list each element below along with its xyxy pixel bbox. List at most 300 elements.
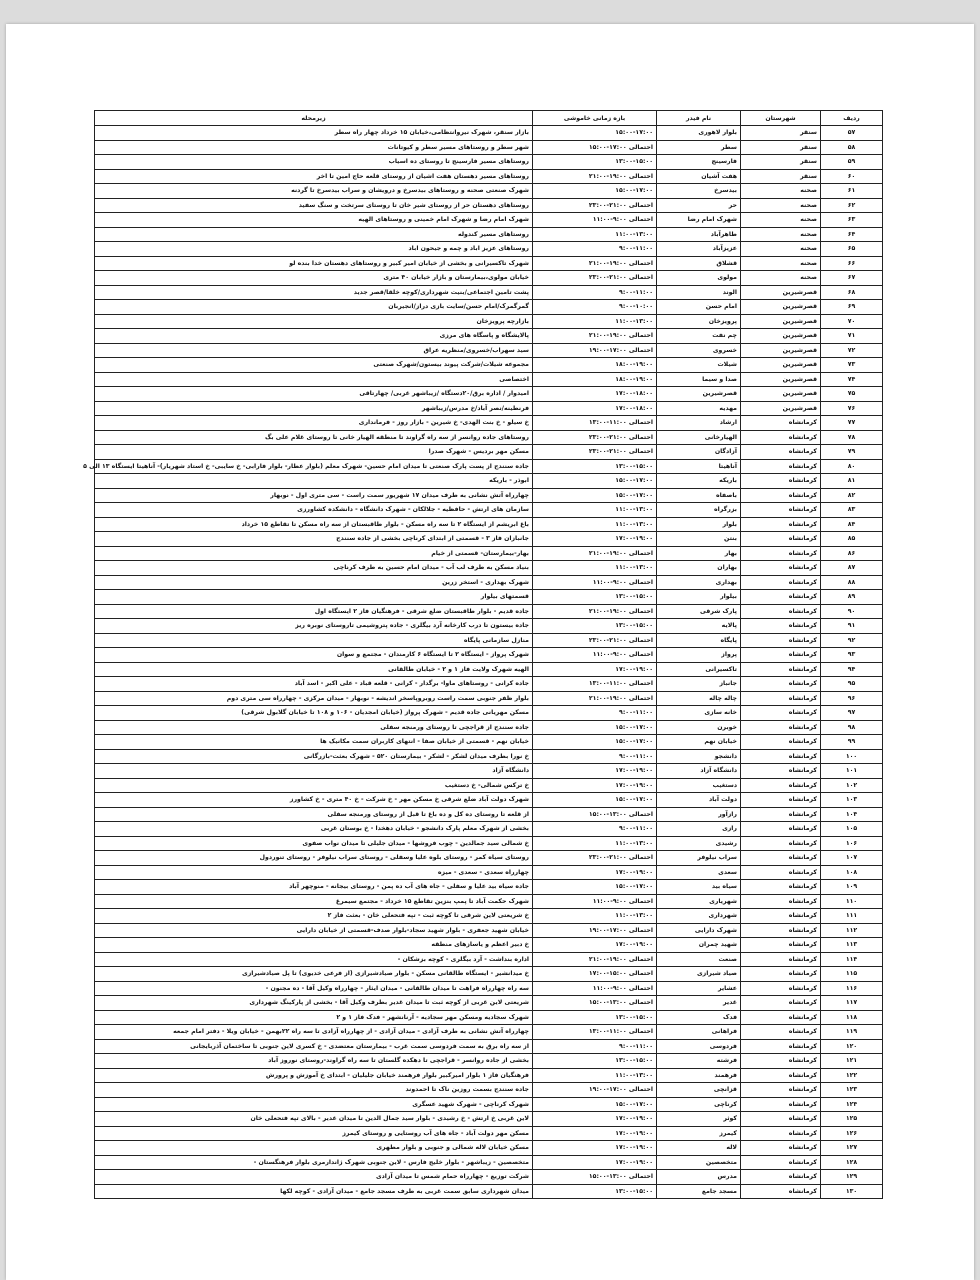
- table-row: [95, 1170, 883, 1185]
- city-cell: کرمانشاه: [741, 662, 821, 677]
- city-cell: قصرشیرین: [741, 343, 821, 358]
- time-window-cell: احتمالی ۹:۰۰-۱۱:۰۰: [533, 648, 657, 663]
- subarea-cell: شهرک حکمت آباد تا پمپ بنزین تقاطع ۱۵ خرداد - مجتمع سیمرغ: [95, 894, 533, 909]
- row-number-cell: ۱۱۵: [821, 967, 883, 982]
- row-number-cell: ۹۴: [821, 662, 883, 677]
- subarea-cell: سه راه چهارراه فراهت تا میدان طالقانی - میدان ایثار - چهارراه وکیل آقا - ده مجنون -: [95, 981, 533, 996]
- feeder-cell: بیدسرخ: [657, 184, 741, 199]
- row-number-cell: ۱۱۹: [821, 1025, 883, 1040]
- table-row: [95, 285, 883, 300]
- table-row: [95, 546, 883, 561]
- time-window-cell: ۱۷:۰۰-۱۹:۰۰: [533, 532, 657, 547]
- table-row: [95, 227, 883, 242]
- table-row: [95, 894, 883, 909]
- time-window-cell: ۱۵:۰۰-۱۷:۰۰: [533, 488, 657, 503]
- time-window-cell: احتمالی ۲۱:۰۰-۲۳:۰۰: [533, 430, 657, 445]
- feeder-cell: پایگاه: [657, 633, 741, 648]
- time-window-cell: احتمالی ۱۹:۰۰-۲۱:۰۰: [533, 329, 657, 344]
- table-row: [95, 430, 883, 445]
- time-window-cell: احتمالی ۱۹:۰۰-۲۱:۰۰: [533, 256, 657, 271]
- table-row: [95, 706, 883, 721]
- time-window-cell: احتمالی ۲۱:۰۰-۲۳:۰۰: [533, 633, 657, 648]
- table-row: [95, 1112, 883, 1127]
- city-cell: کرمانشاه: [741, 561, 821, 576]
- row-number-cell: ۸۱: [821, 474, 883, 489]
- subarea-cell: خیابان نهم - قسمتی از خیابان صفا - انتهای کاربران سمت مکانیک ها: [95, 735, 533, 750]
- subarea-cell: چهارراه آتش نشانی به طرف میدان ۱۷ شهریور سمت راست - سی متری اول - نوبهار: [95, 488, 533, 503]
- subarea-cell: جاده قدیم - بلوار طاقبستان ضلع شرقی - فرهنگیان فاز ۲ ایستگاه اول: [95, 604, 533, 619]
- time-window-cell: ۱۷:۰۰-۱۹:۰۰: [533, 938, 657, 953]
- table-row: [95, 952, 883, 967]
- row-number-cell: ۷۶: [821, 401, 883, 416]
- time-window-cell: ۱۷:۰۰-۱۹:۰۰: [533, 1112, 657, 1127]
- time-window-cell: ۱۵:۰۰-۱۷:۰۰: [533, 720, 657, 735]
- city-cell: سنقر: [741, 140, 821, 155]
- time-window-cell: ۱۱:۰۰-۱۳:۰۰: [533, 503, 657, 518]
- row-number-cell: ۶۸: [821, 285, 883, 300]
- row-number-cell: ۶۶: [821, 256, 883, 271]
- subarea-cell: جاده بیستون تا درب کارخانه آرد بیگلری - جاده پتروشیمی تاروستای نوبره ریز: [95, 619, 533, 634]
- subarea-cell: شهر سطر و روستاهای مسیر سطر و کیوتانات: [95, 140, 533, 155]
- subarea-cell: مسکن مهریانی جاده قدیم - شهرک پرواز (خیابان امجدیان - ۱۰۶ و ۱۰۸ تا خیابان گلابول شرقی): [95, 706, 533, 721]
- feeder-cell: صنعت: [657, 952, 741, 967]
- row-number-cell: ۵۸: [821, 140, 883, 155]
- city-cell: کرمانشاه: [741, 1083, 821, 1098]
- subarea-cell: روستاهای جاده روانسر از سه راه گراوند تا منطقه الهیار خانی تا روستای غلام علی بگ: [95, 430, 533, 445]
- city-cell: کرمانشاه: [741, 619, 821, 634]
- feeder-cell: آناهیتا: [657, 459, 741, 474]
- row-number-cell: ۶۳: [821, 213, 883, 228]
- feeder-cell: رازآور: [657, 807, 741, 822]
- feeder-cell: هفت آشیان: [657, 169, 741, 184]
- subarea-cell: بهار-بیمارستان- قسمتی از خیام: [95, 546, 533, 561]
- feeder-cell: بهاران: [657, 561, 741, 576]
- subarea-cell: جاده کرانی - روستاهای ماوا- برگدار - کرانی - قلعه قباد - علی اکبر - اسد آباد: [95, 677, 533, 692]
- time-window-cell: احتمالی ۱۹:۰۰-۲۱:۰۰: [533, 952, 657, 967]
- city-cell: صحنه: [741, 198, 821, 213]
- feeder-cell: بزرگراه: [657, 503, 741, 518]
- subarea-cell: پالایشگاه و پاسگاه های مرزی: [95, 329, 533, 344]
- row-number-cell: ۱۱۴: [821, 952, 883, 967]
- table-row: [95, 1068, 883, 1083]
- table-row: [95, 691, 883, 706]
- city-cell: کرمانشاه: [741, 517, 821, 532]
- row-number-cell: ۸۹: [821, 590, 883, 605]
- header-time-window: بازه زمانی خاموشی: [533, 111, 657, 126]
- subarea-cell: جانبازان فاز ۳ - قسمتی از ابتدای کرناچی بخشی از جاده سنندج: [95, 532, 533, 547]
- table-row: [95, 1039, 883, 1054]
- row-number-cell: ۱۰۱: [821, 764, 883, 779]
- feeder-cell: مهدیه: [657, 401, 741, 416]
- subarea-cell: روستاهای مسیر کندوله: [95, 227, 533, 242]
- table-row: [95, 938, 883, 953]
- time-window-cell: احتمالی ۲۱:۰۰-۲۳:۰۰: [533, 198, 657, 213]
- time-window-cell: ۱۵:۰۰-۱۷:۰۰: [533, 184, 657, 199]
- row-number-cell: ۶۵: [821, 242, 883, 257]
- row-number-cell: ۹۵: [821, 677, 883, 692]
- time-window-cell: ۱۷:۰۰-۱۹:۰۰: [533, 778, 657, 793]
- header-feeder: نام فیدر: [657, 111, 741, 126]
- table-row: [95, 749, 883, 764]
- row-number-cell: ۸۵: [821, 532, 883, 547]
- time-window-cell: ۹:۰۰-۱۱:۰۰: [533, 706, 657, 721]
- city-cell: سنقر: [741, 169, 821, 184]
- city-cell: صحنه: [741, 242, 821, 257]
- feeder-cell: صدا و سیما: [657, 372, 741, 387]
- subarea-cell: شرکت توزیع - چهارراه حمام شمس تا میدان آزادی: [95, 1170, 533, 1185]
- city-cell: کرمانشاه: [741, 1025, 821, 1040]
- table-row: [95, 213, 883, 228]
- city-cell: کرمانشاه: [741, 749, 821, 764]
- feeder-cell: فرشته: [657, 1054, 741, 1069]
- feeder-cell: الهیارخانی: [657, 430, 741, 445]
- feeder-cell: آزادگان: [657, 445, 741, 460]
- table-row: [95, 184, 883, 199]
- time-window-cell: ۱۷:۰۰-۱۹:۰۰: [533, 865, 657, 880]
- city-cell: کرمانشاه: [741, 894, 821, 909]
- subarea-cell: جاده سنندج از پست پارک صنعتی تا میدان امام حسین- شهرک معلم (بلوار عطار- بلوار فارابی- خ سایبی- خ استاد شهریار)- آناهیتا ایستگاه ۱۳ الی ۵: [95, 459, 533, 474]
- feeder-cell: طاهرآباد: [657, 227, 741, 242]
- table-row: [95, 1184, 883, 1199]
- time-window-cell: احتمالی ۱۱:۰۰-۱۳:۰۰: [533, 416, 657, 431]
- city-cell: کرمانشاه: [741, 1068, 821, 1083]
- feeder-cell: مسجد جامع: [657, 1184, 741, 1199]
- row-number-cell: ۱۱۱: [821, 909, 883, 924]
- feeder-cell: خسروی: [657, 343, 741, 358]
- time-window-cell: ۱۳:۰۰-۱۵:۰۰: [533, 1010, 657, 1025]
- table-row: [95, 967, 883, 982]
- subarea-cell: خ میدانشیر - ایستگاه طالقانی مسکن - بلوار صیادشیرازی (از فرعی خدیوی) تا پل صیادشیرازی: [95, 967, 533, 982]
- table-row: [95, 387, 883, 402]
- city-cell: کرمانشاه: [741, 793, 821, 808]
- time-window-cell: احتمالی ۹:۰۰-۱۱:۰۰: [533, 213, 657, 228]
- table-row: [95, 358, 883, 373]
- row-number-cell: ۸۲: [821, 488, 883, 503]
- time-window-cell: ۱۵:۰۰-۱۷:۰۰: [533, 126, 657, 141]
- table-row: [95, 619, 883, 634]
- row-number-cell: ۱۰۰: [821, 749, 883, 764]
- row-number-cell: ۱۲۴: [821, 1097, 883, 1112]
- feeder-cell: دانشگاه آزاد: [657, 764, 741, 779]
- time-window-cell: ۱۷:۰۰-۱۸:۰۰: [533, 401, 657, 416]
- row-number-cell: ۸۶: [821, 546, 883, 561]
- table-row: [95, 474, 883, 489]
- time-window-cell: ۱۷:۰۰-۱۹:۰۰: [533, 1141, 657, 1156]
- city-cell: قصرشیرین: [741, 300, 821, 315]
- table-row: [95, 778, 883, 793]
- table-row: [95, 720, 883, 735]
- subarea-cell: شهرک کرناچی - شهرک شهید عسگری: [95, 1097, 533, 1112]
- city-cell: قصرشیرین: [741, 401, 821, 416]
- row-number-cell: ۱۰۸: [821, 865, 883, 880]
- subarea-cell: خ نورا بطرف میدان لشکر - لشکر - بیمارستان ۵۲۰ - شهرک بعثت-بازرگانی: [95, 749, 533, 764]
- subarea-cell: لاین غربی خ ارتش - خ رشیدی - بلوار سید جمال الدین تا میدان غدیر - بالای تپه فتحعلی خان: [95, 1112, 533, 1127]
- table-row: [95, 633, 883, 648]
- row-number-cell: ۹۳: [821, 648, 883, 663]
- table-row: [95, 532, 883, 547]
- time-window-cell: احتمالی ۱۹:۰۰-۲۱:۰۰: [533, 604, 657, 619]
- time-window-cell: ۱۵:۰۰-۱۷:۰۰: [533, 1097, 657, 1112]
- city-cell: کرمانشاه: [741, 416, 821, 431]
- header-city: شهرستان: [741, 111, 821, 126]
- feeder-cell: قزانچی: [657, 1083, 741, 1098]
- subarea-cell: روستاهای عزیز اباد و چمه و جیحون اباد: [95, 242, 533, 257]
- time-window-cell: احتمالی ۹:۰۰-۱۱:۰۰: [533, 575, 657, 590]
- table-row: [95, 343, 883, 358]
- feeder-cell: پرواز: [657, 648, 741, 663]
- table-row: [95, 401, 883, 416]
- feeder-cell: بهداری: [657, 575, 741, 590]
- time-window-cell: ۱۳:۰۰-۱۵:۰۰: [533, 619, 657, 634]
- time-window-cell: احتمالی ۱۹:۰۰-۲۱:۰۰: [533, 169, 657, 184]
- table-row: [95, 851, 883, 866]
- feeder-cell: بهار: [657, 546, 741, 561]
- row-number-cell: ۱۰۴: [821, 807, 883, 822]
- subarea-cell: الهیه شهرک ولایت فاز ۱ و ۲ - خیابان طالقانی: [95, 662, 533, 677]
- subarea-cell: شهرک تاکسیرانی و بخشی از خیابان امیر کبیر و روستاهای دهستان خدا بنده لو: [95, 256, 533, 271]
- table-row: [95, 314, 883, 329]
- time-window-cell: ۱۳:۰۰-۱۵:۰۰: [533, 590, 657, 605]
- city-cell: کرمانشاه: [741, 836, 821, 851]
- city-cell: کرمانشاه: [741, 546, 821, 561]
- subarea-cell: مسکن مهر بردیس - شهرک صدرا: [95, 445, 533, 460]
- table-row: [95, 416, 883, 431]
- feeder-cell: باصفاه: [657, 488, 741, 503]
- time-window-cell: احتمالی ۲۱:۰۰-۲۳:۰۰: [533, 271, 657, 286]
- table-row: [95, 242, 883, 257]
- subarea-cell: شریعتی لاین غربی از کوچه ثبت تا میدان غدیر بطرف وکیل آقا - بخشی از پارکینگ شهرداری: [95, 996, 533, 1011]
- city-cell: کرمانشاه: [741, 764, 821, 779]
- table-row: [95, 1141, 883, 1156]
- row-number-cell: ۹۷: [821, 706, 883, 721]
- time-window-cell: ۹:۰۰-۱۱:۰۰: [533, 749, 657, 764]
- row-number-cell: ۱۲۲: [821, 1068, 883, 1083]
- table-row: [95, 459, 883, 474]
- row-number-cell: ۷۹: [821, 445, 883, 460]
- city-cell: کرمانشاه: [741, 967, 821, 982]
- feeder-cell: خوبرن: [657, 720, 741, 735]
- table-row: [95, 1083, 883, 1098]
- table-row: [95, 329, 883, 344]
- subarea-cell: روستای سیاه کمر - روستای بلوه علیا وسفلی - روستای سراب نیلوفر - روستای تنوردول: [95, 851, 533, 866]
- time-window-cell: احتمالی ۲۱:۰۰-۲۳:۰۰: [533, 851, 657, 866]
- row-number-cell: ۷۱: [821, 329, 883, 344]
- table-row: [95, 575, 883, 590]
- row-number-cell: ۷۷: [821, 416, 883, 431]
- feeder-cell: سطر: [657, 140, 741, 155]
- subarea-cell: میدان شهرداری سابق سمت غربی به طرف مسجد جامع - میدان آزادی - کوچه لکها: [95, 1184, 533, 1199]
- row-number-cell: ۱۰۷: [821, 851, 883, 866]
- feeder-cell: جانباز: [657, 677, 741, 692]
- city-cell: کرمانشاه: [741, 880, 821, 895]
- subarea-cell: خ ترکس شمالی- خ دستغیب: [95, 778, 533, 793]
- time-window-cell: احتمالی ۹:۰۰-۱۱:۰۰: [533, 894, 657, 909]
- city-cell: قصرشیرین: [741, 358, 821, 373]
- table-row: [95, 735, 883, 750]
- time-window-cell: ۱۷:۰۰-۱۹:۰۰: [533, 1126, 657, 1141]
- subarea-cell: بازارچه پرویزخان: [95, 314, 533, 329]
- subarea-cell: روستاهای مسیر دهستان هفت اشیان از روستای قلعه حاج امین تا اخر: [95, 169, 533, 184]
- time-window-cell: ۱۳:۰۰-۱۵:۰۰: [533, 459, 657, 474]
- feeder-cell: خانه سازی: [657, 706, 741, 721]
- time-window-cell: احتمالی ۱۷:۰۰-۱۵:۰۰: [533, 140, 657, 155]
- time-window-cell: ۱۱:۰۰-۱۳:۰۰: [533, 909, 657, 924]
- subarea-cell: ابوذر - باریکه: [95, 474, 533, 489]
- time-window-cell: ۱۳:۰۰-۱۵:۰۰: [533, 1054, 657, 1069]
- feeder-cell: فردوسی: [657, 1039, 741, 1054]
- table-row: [95, 793, 883, 808]
- row-number-cell: ۹۰: [821, 604, 883, 619]
- feeder-cell: لاله: [657, 1141, 741, 1156]
- feeder-cell: رشیدی: [657, 836, 741, 851]
- feeder-cell: چاله چاله: [657, 691, 741, 706]
- time-window-cell: احتمالی ۲۱:۰۰-۲۳:۰۰: [533, 445, 657, 460]
- row-number-cell: ۱۲۸: [821, 1155, 883, 1170]
- row-number-cell: ۱۲۶: [821, 1126, 883, 1141]
- subarea-cell: چهارراه سعدی - سعدی - میزه: [95, 865, 533, 880]
- subarea-cell: مسکن خیابان لاله شمالی و جنوبی و بلوار مطهری: [95, 1141, 533, 1156]
- table-row: [95, 981, 883, 996]
- row-number-cell: ۶۲: [821, 198, 883, 213]
- time-window-cell: ۹:۰۰-۱۱:۰۰: [533, 242, 657, 257]
- table-row: [95, 1097, 883, 1112]
- header-subarea: زیرمحله: [95, 111, 533, 126]
- row-number-cell: ۱۲۹: [821, 1170, 883, 1185]
- row-number-cell: ۷۸: [821, 430, 883, 445]
- table-row: [95, 256, 883, 271]
- city-cell: کرمانشاه: [741, 996, 821, 1011]
- city-cell: صحنه: [741, 227, 821, 242]
- feeder-cell: دولت آباد: [657, 793, 741, 808]
- time-window-cell: ۱۷:۰۰-۱۹:۰۰: [533, 764, 657, 779]
- city-cell: کرمانشاه: [741, 648, 821, 663]
- table-row: [95, 822, 883, 837]
- time-window-cell: احتمالی ۱۷:۰۰-۱۹:۰۰: [533, 343, 657, 358]
- table-row: [95, 126, 883, 141]
- row-number-cell: ۶۹: [821, 300, 883, 315]
- subarea-cell: منازل سازمانی پایگاه: [95, 633, 533, 648]
- row-number-cell: ۵۷: [821, 126, 883, 141]
- time-window-cell: ۹:۰۰-۱۰:۰۰: [533, 300, 657, 315]
- row-number-cell: ۷۳: [821, 358, 883, 373]
- city-cell: کرمانشاه: [741, 865, 821, 880]
- table-row: [95, 140, 883, 155]
- feeder-cell: قشلاق: [657, 256, 741, 271]
- time-window-cell: ۱۱:۰۰-۱۳:۰۰: [533, 836, 657, 851]
- time-window-cell: ۱۳:۰۰-۱۵:۰۰: [533, 1184, 657, 1199]
- city-cell: کرمانشاه: [741, 981, 821, 996]
- row-number-cell: ۹۱: [821, 619, 883, 634]
- time-window-cell: احتمالی ۱۷:۰۰-۱۹:۰۰: [533, 1083, 657, 1098]
- table-row: [95, 923, 883, 938]
- subarea-cell: شهرک بهداری - استخر زرین: [95, 575, 533, 590]
- city-cell: کرمانشاه: [741, 532, 821, 547]
- city-cell: کرمانشاه: [741, 1170, 821, 1185]
- time-window-cell: ۱۵:۰۰-۱۷:۰۰: [533, 735, 657, 750]
- subarea-cell: خیابان شهید جعفری - بلوار شهید سجاد-بلوار صدف-قسمتی از خیابان دارایی: [95, 923, 533, 938]
- feeder-cell: فارسینج: [657, 155, 741, 170]
- city-cell: کرمانشاه: [741, 459, 821, 474]
- subarea-cell: اختصاصی: [95, 372, 533, 387]
- feeder-cell: قصرشیرین: [657, 387, 741, 402]
- city-cell: کرمانشاه: [741, 575, 821, 590]
- city-cell: کرمانشاه: [741, 1010, 821, 1025]
- city-cell: کرمانشاه: [741, 735, 821, 750]
- city-cell: کرمانشاه: [741, 807, 821, 822]
- time-window-cell: ۱۷:۰۰-۱۹:۰۰: [533, 662, 657, 677]
- city-cell: کرمانشاه: [741, 1126, 821, 1141]
- row-number-cell: ۸۸: [821, 575, 883, 590]
- document-page: [6, 24, 974, 1280]
- time-window-cell: ۱۳:۰۰-۱۵:۰۰: [533, 155, 657, 170]
- time-window-cell: احتمالی ۱۳:۰۰-۱۵:۰۰: [533, 807, 657, 822]
- feeder-cell: رازی: [657, 822, 741, 837]
- row-number-cell: ۱۰۹: [821, 880, 883, 895]
- row-number-cell: ۱۲۳: [821, 1083, 883, 1098]
- city-cell: کرمانشاه: [741, 1141, 821, 1156]
- time-window-cell: ۱۵:۰۰-۱۷:۰۰: [533, 474, 657, 489]
- table-row: [95, 198, 883, 213]
- table-row: [95, 590, 883, 605]
- table-body: [83, 126, 883, 1199]
- row-number-cell: ۹۹: [821, 735, 883, 750]
- feeder-cell: سیاه بید: [657, 880, 741, 895]
- time-window-cell: ۱۱:۰۰-۱۳:۰۰: [533, 517, 657, 532]
- city-cell: کرمانشاه: [741, 1097, 821, 1112]
- subarea-cell: بلوار ظفر جنوبی سمت راست روبروپاسخر اندیشه - نوبهار - میدان مرکزی - چهارراه سی متری دوم: [95, 691, 533, 706]
- feeder-cell: فرهمند: [657, 1068, 741, 1083]
- feeder-cell: چم نفت: [657, 329, 741, 344]
- table-row: [95, 648, 883, 663]
- subarea-cell: شهرک دولت آباد ضلع شرقی خ مسکن مهر - خ شرکت - خ ۴۰ متری - خ کشاورز: [95, 793, 533, 808]
- city-cell: کرمانشاه: [741, 633, 821, 648]
- time-window-cell: ۹:۰۰-۱۱:۰۰: [533, 1039, 657, 1054]
- feeder-cell: شهرک امام رضا: [657, 213, 741, 228]
- row-number-cell: ۶۷: [821, 271, 883, 286]
- city-cell: کرمانشاه: [741, 474, 821, 489]
- table-row: [95, 604, 883, 619]
- feeder-cell: متخصصین: [657, 1155, 741, 1170]
- time-window-cell: ۱۸:۰۰-۱۹:۰۰: [533, 358, 657, 373]
- row-number-cell: ۱۲۵: [821, 1112, 883, 1127]
- time-window-cell: ۹:۰۰-۱۱:۰۰: [533, 285, 657, 300]
- feeder-cell: شهرک دارایی: [657, 923, 741, 938]
- row-number-cell: ۱۳۰: [821, 1184, 883, 1199]
- subarea-cell: فرنطینه/نصر آباد/خ مدرس/زیباشهر: [95, 401, 533, 416]
- table-row: [95, 169, 883, 184]
- city-cell: کرمانشاه: [741, 706, 821, 721]
- subarea-cell: جاده سیاه بید علیا و سفلی - جاه های آب ده پمن - روستای بیجانه - منوچهر آباد: [95, 880, 533, 895]
- feeder-cell: دستغیب: [657, 778, 741, 793]
- feeder-cell: کوثر: [657, 1112, 741, 1127]
- time-window-cell: احتمالی ۱۵:۰۰-۱۷:۰۰: [533, 967, 657, 982]
- table-row: [95, 561, 883, 576]
- row-number-cell: ۱۰۳: [821, 793, 883, 808]
- city-cell: قصرشیرین: [741, 372, 821, 387]
- subarea-cell: خ دبیر اعظم و یاسازهای منطقه: [95, 938, 533, 953]
- city-cell: کرمانشاه: [741, 1054, 821, 1069]
- time-window-cell: احتمالی ۱۷:۰۰-۱۹:۰۰: [533, 923, 657, 938]
- feeder-cell: شیلات: [657, 358, 741, 373]
- feeder-cell: الوند: [657, 285, 741, 300]
- feeder-cell: سراب نیلوفر: [657, 851, 741, 866]
- time-window-cell: احتمالی ۱۱:۰۰-۱۳:۰۰: [533, 1025, 657, 1040]
- city-cell: کرمانشاه: [741, 720, 821, 735]
- table-row: [95, 1010, 883, 1025]
- table-row: [95, 488, 883, 503]
- city-cell: قصرشیرین: [741, 387, 821, 402]
- city-cell: کرمانشاه: [741, 938, 821, 953]
